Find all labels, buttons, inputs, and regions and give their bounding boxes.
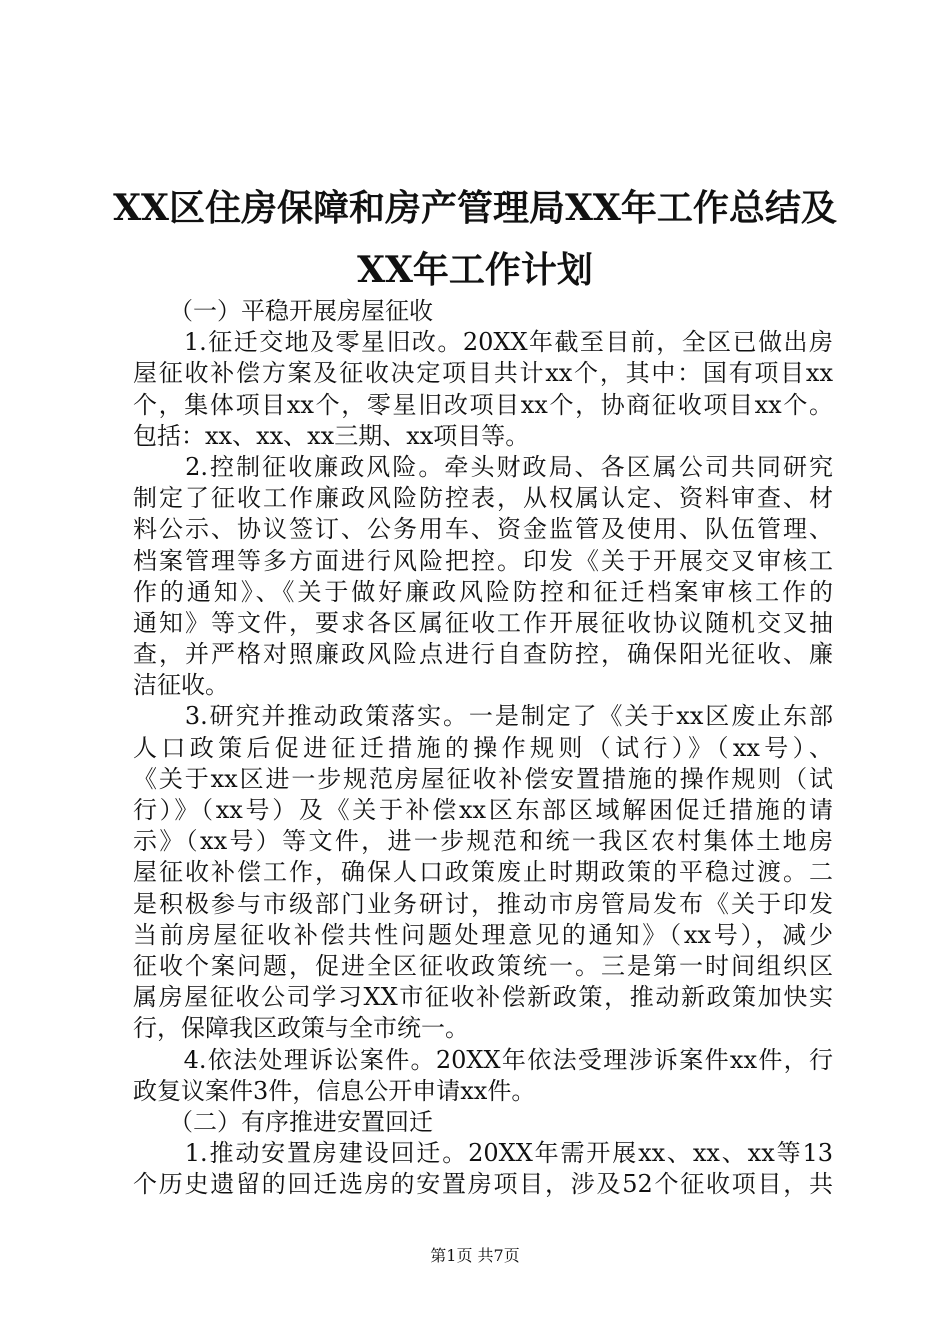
document-body xyxy=(133,296,833,1200)
paragraph-line: 征收个案问题，促进全区征收政策统一。三是第一时间组织区 xyxy=(133,951,833,980)
paragraph-line: 料公示、协议签订、公务用车、资金监管及使用、队伍管理、 xyxy=(133,515,833,544)
paragraph-line: 洁征收。 xyxy=(133,671,229,700)
paragraph-line: 3.研究并推动政策落实。一是制定了《关于xx区废止东部 xyxy=(133,702,833,731)
paragraph-line: 人口政策后促进征迁措施的操作规则（试行）》（xx号）、 xyxy=(133,733,833,762)
paragraph-line: 1.征迁交地及零星旧改。20XX年截至目前，全区已做出房 xyxy=(133,328,833,357)
paragraph-line: 2.控制征收廉政风险。牵头财政局、各区属公司共同研究 xyxy=(133,452,833,481)
paragraph-line: 档案管理等多方面进行风险把控。印发《关于开展交叉审核工 xyxy=(133,546,833,575)
document-title-line-2: XX年工作计划 xyxy=(357,249,593,291)
paragraph-line: 屋征收补偿工作，确保人口政策废止时期政策的平稳过渡。二 xyxy=(133,858,833,887)
paragraph-line: 作的通知》、《关于做好廉政风险防控和征迁档案审核工作的 xyxy=(133,577,833,606)
paragraph-line: 1.推动安置房建设回迁。20XX年需开展xx、xx、xx等13 xyxy=(133,1139,833,1168)
paragraph-line: 政复议案件3件，信息公开申请xx件。 xyxy=(133,1076,536,1105)
paragraph-line: 个历史遗留的回迁选房的安置房项目，涉及52个征收项目，共 xyxy=(133,1170,833,1199)
paragraph-line: 行，保障我区政策与全市统一。 xyxy=(133,1014,469,1043)
section-heading-2: （二）有序推进安置回迁 xyxy=(133,1107,433,1136)
paragraph-line: 屋征收补偿方案及征收决定项目共计xx个，其中：国有项目xx xyxy=(133,359,833,388)
paragraph-line: 示》（xx号）等文件，进一步规范和统一我区农村集体土地房 xyxy=(133,827,833,856)
paragraph-line: 当前房屋征收补偿共性问题处理意见的通知》（xx号），减少 xyxy=(133,920,833,949)
paragraph-line: 属房屋征收公司学习XX市征收补偿新政策，推动新政策加快实 xyxy=(133,983,833,1012)
paragraph-line: 制定了征收工作廉政风险防控表，从权属认定、资料审查、材 xyxy=(133,484,833,513)
paragraph-line: 《关于xx区进一步规范房屋征收补偿安置措施的操作规则（试 xyxy=(133,764,833,793)
paragraph-line: 4.依法处理诉讼案件。20XX年依法受理涉诉案件xx件，行 xyxy=(133,1045,833,1074)
paragraph-line: 查，并严格对照廉政风险点进行自查防控，确保阳光征收、廉 xyxy=(133,640,833,669)
paragraph-line: 通知》等文件，要求各区属征收工作开展征收协议随机交叉抽 xyxy=(133,608,833,637)
paragraph-line: 是积极参与市级部门业务研讨，推动市房管局发布《关于印发 xyxy=(133,889,833,918)
paragraph-line: 包括：xx、xx、xx三期、xx项目等。 xyxy=(133,421,530,450)
paragraph-line: 行）》（xx号）及《关于补偿xx区东部区域解困促迁措施的请 xyxy=(133,796,833,824)
section-heading-1: （一）平稳开展房屋征收 xyxy=(133,297,433,325)
document-title-line-1: XX区住房保障和房产管理局XX年工作总结及 xyxy=(113,187,837,229)
paragraph-line: 个，集体项目xx个，零星旧改项目xx个，协商征收项目xx个。 xyxy=(133,390,833,419)
page-footer: 第1页 共7页 xyxy=(430,1246,520,1265)
